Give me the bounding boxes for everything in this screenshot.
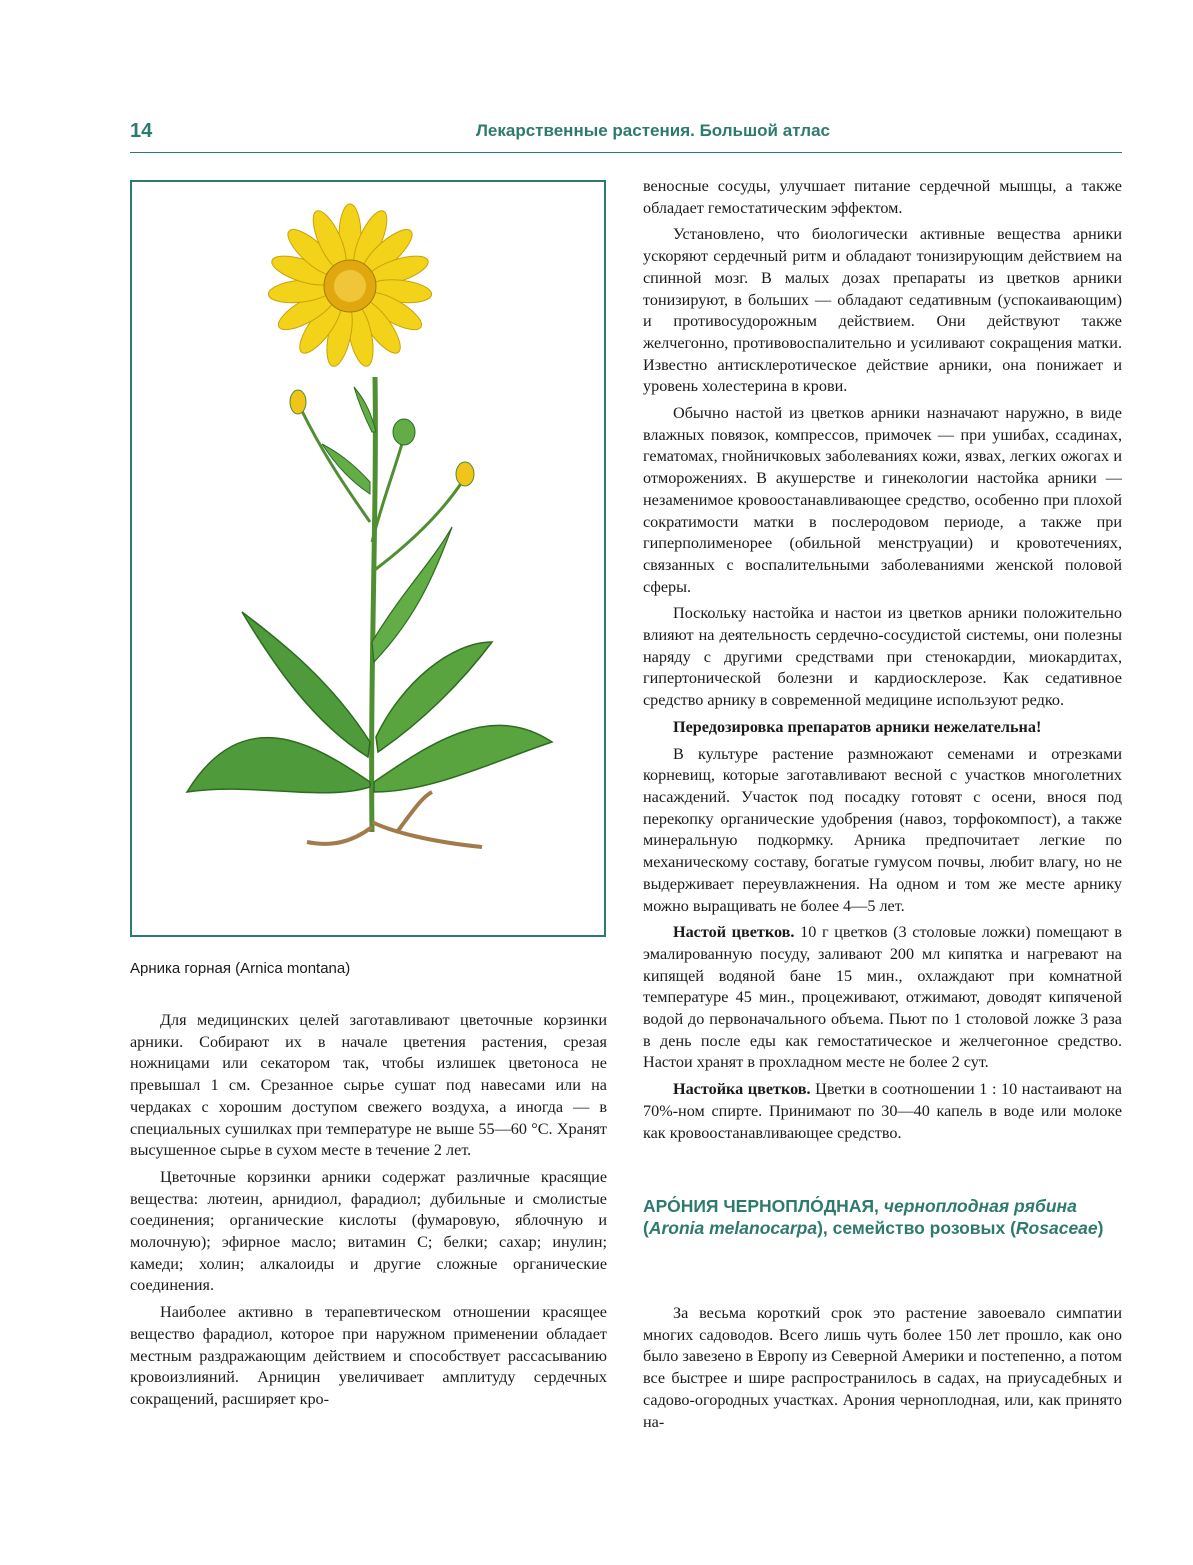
- caption-latin: (Arnica montana): [235, 960, 351, 977]
- arnica-illustration: [132, 182, 604, 935]
- paragraph: Наиболее активно в терапевтическом отношении красящее вещество фарадиол, которое при наружном применении обладает местным раздражающим действием и способствует рассасыванию кровоизлияний. Арницин увеличивает амплитуду сердечных сокращений, расширяет кро-: [130, 1303, 607, 1408]
- left-column: [130, 1010, 607, 1416]
- section-name: АРО́НИЯ ЧЕРНОПЛО́ДНАЯ,: [643, 1196, 879, 1216]
- right-column: [643, 176, 1122, 1149]
- recipe-text: Цветки в соотношении 1 : 10 настаивают на 70%-ном спирте. Принимают по 30—40 капель в воде или молоке как кровоостанавливающее средство.: [643, 1080, 1122, 1142]
- paragraph: В культуре растение размножают семенами и отрезками корневищ, которые заготавливают весной с участков многолетних насаждений. Участок под посадку готовят с осени, внося под перекопку органические удобрения (навоз, торфокомпост), а также минеральную подкормку. Арника предпочитает легкие по механическому составу, богатые гумусом почвы, любит влагу, но не выдерживает переувлажнения. На одном и том же месте арнику можно выращивать не более 4—5 лет.: [643, 744, 1122, 915]
- warning-paragraph: [643, 717, 1122, 739]
- page-header: [130, 118, 1122, 153]
- section-heading: АРО́НИЯ ЧЕРНОПЛО́ДНАЯ, черноплодная рябина (Aronia melanocarpa), семейство розовых (Rosaceae): [643, 1196, 1104, 1238]
- paragraph: Для медицинских целей заготавливают цветочные корзинки арники. Собирают их в начале цветения растения, срезая ножницами или секатором так, чтобы излишек цветоноса не превышал 1 см. Срезанное сырье сушат под навесами или на чердаках с хорошим доступом свежего воздуха, а иногда — в специальных сушилках при температуре не выше 55—60 °С. Хранят высушенное сырье в сухом месте в течение 2 лет.: [130, 1011, 607, 1160]
- recipe-label: Настой цветков.: [673, 923, 795, 942]
- recipe-infusion: [643, 922, 1122, 1074]
- section-latin: Aronia melanocarpa: [648, 1218, 818, 1238]
- paragraph: Установлено, что биологически активные вещества арники ускоряют сердечный ритм и обладают тонизирующим действием на спинной мозг. В малых дозах препараты из цветков арники тонизируют, в больших — обладают седативным (успокаивающим) и противосудорожным действием. Они действуют также желчегонно, противовоспалительно и усиливают сокращения матки. Известно антисклеротическое действие арники, она понижает и уровень холестерина в крови.: [643, 225, 1122, 396]
- plant-illustration-frame: [130, 180, 606, 937]
- section-alt-name: черноплодная рябина: [883, 1196, 1077, 1216]
- paragraph: Поскольку настойка и настои из цветков арники положительно влияют на деятельность сердечно-сосудистой системы, они полезны наряду с другими средствами при стенокардии, миокардитах, гипертонической болезни и кардиосклерозе. Как седативное средство арнику в современной медицине используют редко.: [643, 604, 1122, 710]
- recipe-label: Настойка цветков.: [673, 1080, 811, 1099]
- paragraph: Цветочные корзинки арники содержат различные красящие вещества: лютеин, арнидиол, фарадиол; дубильные и смолистые соединения; органические кислоты (фумаровую, яблочную и молочную); эфирное масло; витамин С; белки; сахар; инулин; камеди; холин; алкалоиды и другие сложные органические соединения.: [130, 1167, 607, 1295]
- paragraph: За весьма короткий срок это растение завоевало симпатии многих садоводов. Всего лишь чуть более 150 лет прошло, как оно было завезено в Европу из Северной Америки и постепенно, а потом все быстрее и шире распространилось в садах, на приусадебных и садово-огородных участках. Арония черноплодная, или, как принято на-: [643, 1304, 1122, 1431]
- section-family-latin: Rosaceae: [1015, 1218, 1098, 1238]
- recipe-tincture: [643, 1079, 1122, 1144]
- caption-name: Арника горная: [130, 960, 231, 977]
- figure-caption: [130, 960, 350, 977]
- page-number: 14: [130, 120, 153, 142]
- section-body: [643, 1303, 1122, 1438]
- warning-text: Передозировка препаратов арники нежелательна!: [673, 717, 1042, 736]
- recipe-text: 10 г цветков (3 столовые ложки) помещают в эмалированную посуду, заливают 200 мл кипятка и нагревают на кипящей водяной бане 15 мин., охлаждают при комнатной температуре 45 мин., процеживают, отжимают, доводят кипяченой водой до первоначального объема. Пьют по 1 столовой ложке 3 раза в день после еды как гемостатическое и желчегонное средство. Настои хранят в прохладном месте не более 2 сут.: [643, 923, 1123, 1072]
- paragraph: Обычно настой из цветков арники назначают наружно, в виде влажных повязок, компрессов, примочек — при ушибах, ссадинах, гематомах, гнойничковых заболеваниях кожи, язвах, легких ожогах и отморожениях. В акушерстве и гинекологии настойка арники — незаменимое кровоостанавливающее средство, особенно при плохой сократимости матки в послеродовом периоде, а также при гиперполименорее (обильной менструации) и кровотечениях, связанных с воспалительными заболеваниями женской половой сферы.: [643, 404, 1122, 596]
- paragraph: веносные сосуды, улучшает питание сердечной мышцы, а также обладает гемостатическим эффектом.: [643, 177, 1122, 217]
- running-title: Лекарственные растения. Большой атлас: [475, 121, 830, 140]
